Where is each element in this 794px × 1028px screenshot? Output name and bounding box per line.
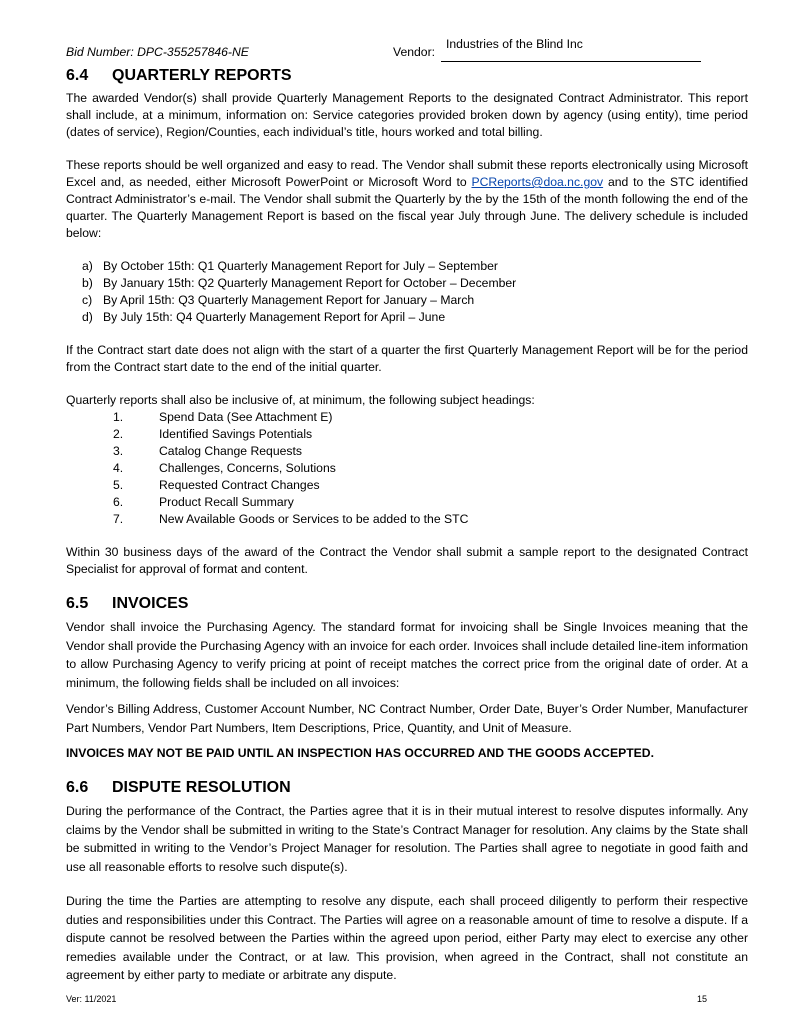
- subject-headings-list: [66, 409, 748, 528]
- page-header: [66, 37, 746, 64]
- list-text: Identified Savings Potentials: [159, 427, 313, 441]
- list-item: [82, 292, 748, 309]
- list-item: [82, 275, 748, 292]
- list-item: [113, 443, 748, 460]
- list-text: Product Recall Summary: [159, 495, 294, 509]
- list-marker: a): [82, 259, 93, 273]
- list-marker: 6.: [113, 495, 124, 509]
- list-marker: 3.: [113, 444, 124, 458]
- paragraph-with-link: [66, 157, 748, 242]
- paragraph: Vendor’s Billing Address, Customer Account Number, NC Contract Number, Order Date, Buyer’s Order Number, Manufacturer Part Numbers, Vendor Part Numbers, Item Descriptions, Price, Quantity, and Unit of Measure.: [66, 702, 748, 735]
- list-marker: 1.: [113, 410, 124, 424]
- list-marker: d): [82, 310, 93, 324]
- list-text: By October 15th: Q1 Quarterly Management Report for July – September: [103, 259, 498, 273]
- section-number: 6.6: [66, 779, 89, 796]
- bold-notice: INVOICES MAY NOT BE PAID UNTIL AN INSPECTION HAS OCCURRED AND THE GOODS ACCEPTED.: [66, 746, 654, 760]
- paragraph: The awarded Vendor(s) shall provide Quarterly Management Reports to the designated Contract Administrator. This report shall include, at a minimum, information on: Service categories provided broken down by agency (using entity), time period (dates of service), Region/Counties, each individual’s title, hours worked and total billing.: [66, 91, 748, 139]
- paragraph: Vendor shall invoice the Purchasing Agency. The standard format for invoicing shall be Single Invoices meaning that the Vendor shall provide the Purchasing Agency with an invoice for each order. Invoices shall include detailed line-item information to allow Purchasing Agency to verify pricing at point of receipt matches the correct price from the original date of order. At a minimum, the following fields shall be included on all invoices:: [66, 620, 748, 690]
- list-item: [113, 409, 748, 426]
- section-number: 6.5: [66, 595, 89, 612]
- list-item: [113, 477, 748, 494]
- document-body: [66, 66, 748, 985]
- email-link[interactable]: PCReports@doa.nc.gov: [471, 175, 604, 189]
- page-number: 15: [697, 994, 708, 1004]
- text-run: These reports should be well organized and easy to read. The Vendor shall submit these reports electronically using Microsoft Excel and, as needed, either Microsoft PowerPoint or Microsoft Word to: [66, 158, 748, 189]
- vendor-name: Industries of the Blind Inc: [446, 37, 583, 51]
- list-marker: 4.: [113, 461, 124, 475]
- list-text: Catalog Change Requests: [159, 444, 302, 458]
- paragraph: During the performance of the Contract, the Parties agree that it is in their mutual interest to resolve disputes informally. Any claims by the Vendor shall be submitted in writing to the State’s Contract Manager for resolution. Any claims by the State shall be submitted in writing to the Vendor’s Project Manager for resolution. The Parties shall agree to negotiate in good faith and use all reasonable efforts to resolve such dispute(s).: [66, 804, 748, 874]
- list-marker: b): [82, 276, 93, 290]
- section-heading-6-4: [66, 66, 748, 86]
- list-text: Spend Data (See Attachment E): [159, 410, 333, 424]
- bid-number: Bid Number: DPC-355257846-NE: [66, 45, 249, 59]
- list-text: By July 15th: Q4 Quarterly Management Report for April – June: [103, 310, 446, 324]
- footer-version: Ver: 11/2021: [66, 994, 117, 1004]
- list-marker: 2.: [113, 427, 124, 441]
- paragraph: If the Contract start date does not align with the start of a quarter the first Quarterly Management Report will be for the period from the Contract start date to the end of the initial quarter.: [66, 343, 748, 374]
- section-title: QUARTERLY REPORTS: [112, 67, 292, 84]
- section-title: DISPUTE RESOLUTION: [112, 779, 291, 796]
- list-item: [82, 309, 748, 326]
- paragraph: Within 30 business days of the award of the Contract the Vendor shall submit a sample report to the designated Contract Specialist for approval of format and content.: [66, 545, 748, 576]
- list-text: By April 15th: Q3 Quarterly Management Report for January – March: [103, 293, 475, 307]
- paragraph: Quarterly reports shall also be inclusive of, at minimum, the following subject headings:: [66, 393, 535, 407]
- list-item: [113, 426, 748, 443]
- list-marker: c): [82, 293, 93, 307]
- section-heading-6-5: [66, 594, 748, 614]
- list-text: New Available Goods or Services to be added to the STC: [159, 512, 469, 526]
- list-item: [82, 258, 748, 275]
- delivery-schedule-list: [66, 258, 748, 326]
- vendor-underline: [441, 61, 701, 62]
- list-item: [113, 511, 748, 528]
- section-title: INVOICES: [112, 595, 189, 612]
- list-text: By January 15th: Q2 Quarterly Management Report for October – December: [103, 276, 517, 290]
- list-text: Challenges, Concerns, Solutions: [159, 461, 336, 475]
- section-number: 6.4: [66, 67, 89, 84]
- list-item: [113, 460, 748, 477]
- list-text: Requested Contract Changes: [159, 478, 320, 492]
- paragraph: During the time the Parties are attempting to resolve any dispute, each shall proceed diligently to perform their respective duties and responsibilities under this Contract. The Parties will agree on a reasonable amount of time to resolve a dispute. If a dispute cannot be resolved between the Parties within the agreed upon period, either Party may elect to exercise any other remedies available under the Contract, or at law. This provision, when agreed in the Contract, shall not constitute an agreement by either party to mediate or arbitrate any dispute.: [66, 894, 748, 982]
- text-run: and to the STC identified Contract Administrator’s e-mail. The Vendor shall submit the Quarterly by the by the 15th of the month following the end of the quarter. The Quarterly Management Report is based on the fiscal year July through June. The delivery schedule is included below:: [66, 175, 748, 240]
- list-item: [113, 494, 748, 511]
- section-heading-6-6: [66, 778, 748, 798]
- vendor-label: Vendor:: [393, 45, 436, 59]
- list-marker: 7.: [113, 512, 124, 526]
- list-marker: 5.: [113, 478, 124, 492]
